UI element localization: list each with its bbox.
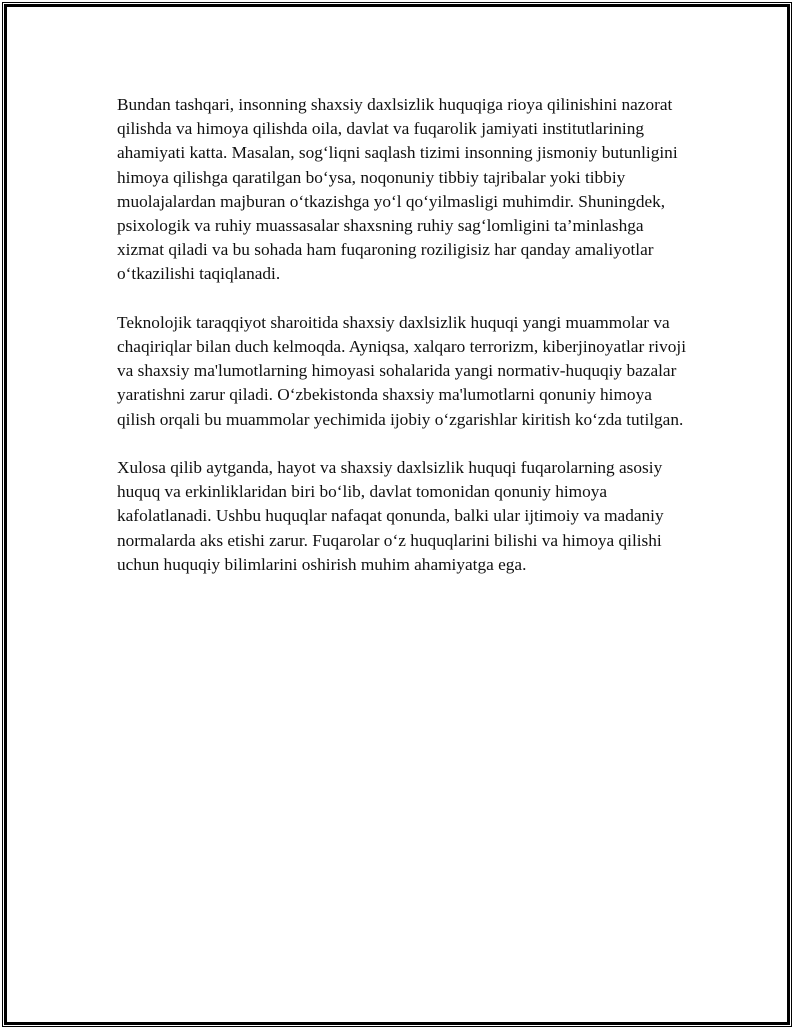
paragraph-3: Xulosa qilib aytganda, hayot va shaxsiy daxlsizlik huquqi fuqarolarning asosiy huquq va erkinliklaridan biri bo‘lib, davlat tomonidan qonuniy himoya kafolatlanadi. Ushbu huquqlar nafaqat qonunda, balki ular ijtimoiy va madaniy normalarda aks etishi zarur. Fuqarolar o‘z huquqlarini bilishi va himoya qilishi uchun huquqiy bilimlarini oshirish muhim ahamiyatga ega.: [117, 458, 664, 574]
document-body: [117, 93, 689, 601]
paragraph-2: Teknolojik taraqqiyot sharoitida shaxsiy daxlsizlik huquqi yangi muammolar va chaqiriqlar bilan duch kelmoqda. Ayniqsa, xalqaro terrorizm, kiberjinoyatlar rivoji va shaxsiy ma'lumotlarning himoyasi sohalarida yangi normativ-huquqiy bazalar yaratishni zarur qiladi. O‘zbekistonda shaxsiy ma'lumotlarni qonuniy himoya qilish orqali bu muammolar yechimida ijobiy o‘zgarishlar kiritish ko‘zda tutilgan.: [117, 312, 686, 429]
paragraph-1: Bundan tashqari, insonning shaxsiy daxlsizlik huquqiga rioya qilinishini nazorat qilishda va himoya qilishda oila, davlat va fuqarolik jamiyati institutlarining ahamiyati katta. Masalan, sog‘liqni saqlash tizimi insonning jismoniy butunligini himoya qilishga qaratilgan bo‘ysa, noqonuniy tibbiy tajribalar yoki tibbiy muolajalardan majburan o‘tkazishga yo‘l qo‘yilmasligi muhimdir. Shuningdek, psixologik va ruhiy muassasalar shaxsning ruhiy sag‘lomligini ta’minlashga xizmat qiladi va bu sohada ham fuqaroning roziligisiz har qanday amaliyotlar o‘tkazilishi taqiqlanadi.: [117, 95, 678, 284]
